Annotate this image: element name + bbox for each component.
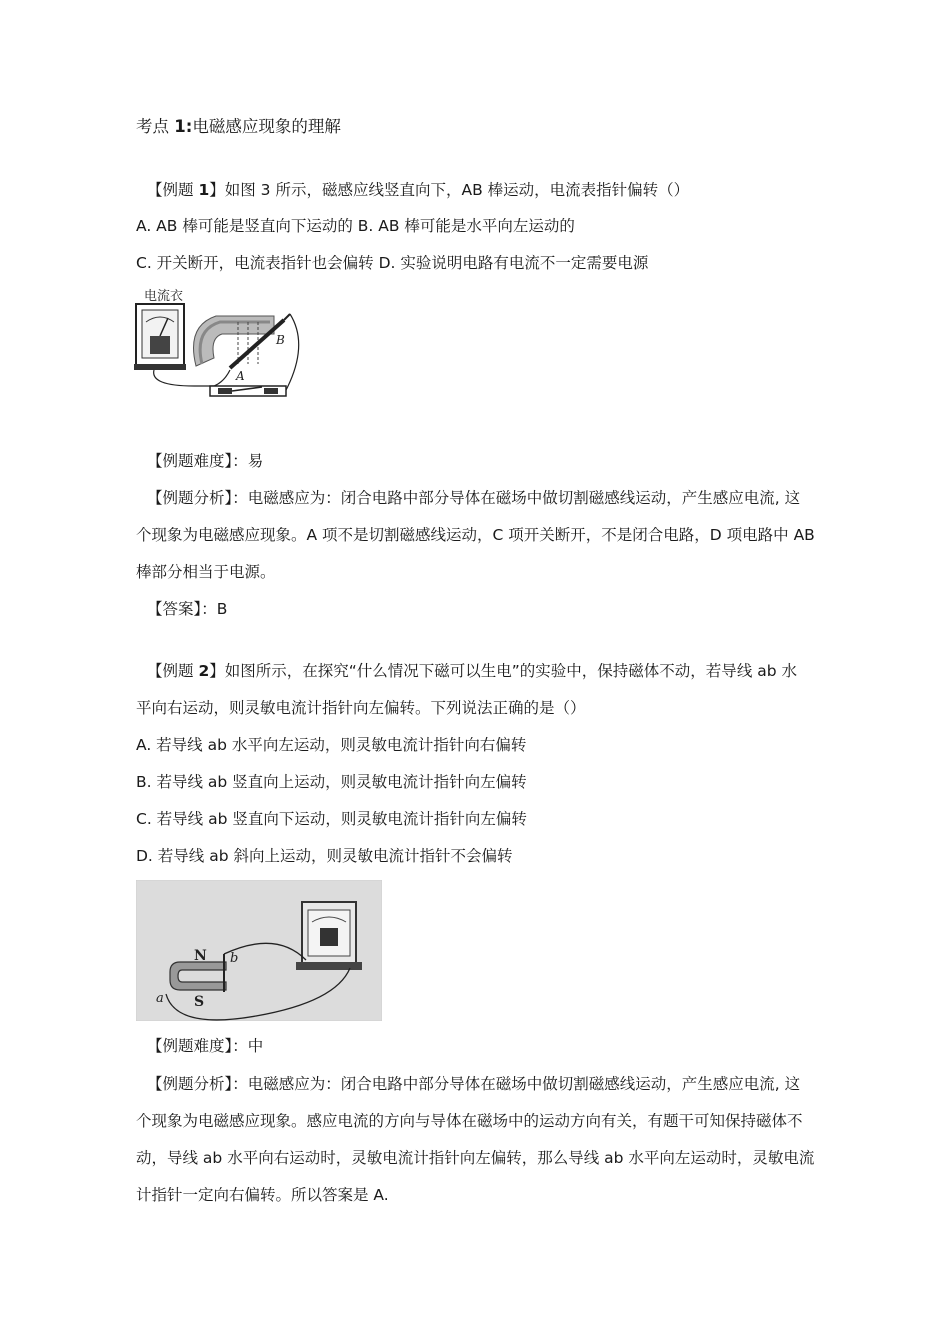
q1-difficulty: 【例题难度】：易: [147, 452, 264, 470]
q2-difficulty: 【例题难度】：中: [147, 1037, 264, 1055]
q2-analysis-line-3: 动，导线 ab 水平向右运动时，灵敏电流计指针向左偏转，那么导线 ab 水平向左运动时，灵敏电流: [136, 1149, 815, 1167]
q2-stem-line-1: 【例题 2】如图所示，在探究“什么情况下磁可以生电”的实验中，保持磁体不动，若导线 ab 水: [147, 662, 798, 680]
q1-label-a: A: [236, 369, 245, 383]
q1-analysis-line-3: 棒部分相当于电源。: [136, 563, 276, 581]
q1-options-ab: A. AB 棒可能是竖直向下运动的 B. AB 棒可能是水平向左运动的: [136, 217, 575, 235]
q2-option-a: A. 若导线 ab 水平向左运动，则灵敏电流计指针向右偏转: [136, 736, 527, 754]
q2-analysis-line-4: 计指针一定向右偏转。所以答案是 A.: [136, 1186, 389, 1204]
q1-stem: 【例题 1】如图 3 所示，磁感应线竖直向下，AB 棒运动，电流表指针偏转（）: [147, 181, 690, 199]
q2-analysis-line-1: 【例题分析】：电磁感应为：闭合电路中部分导体在磁场中做切割磁感线运动，产生感应电流, 这: [147, 1075, 801, 1093]
q2-option-d: D. 若导线 ab 斜向上运动，则灵敏电流计指针不会偏转: [136, 847, 513, 865]
q2-label-b: b: [230, 951, 239, 966]
q2-label-n: N: [194, 948, 207, 964]
q2-label-s: S: [194, 994, 205, 1010]
q1-analysis-line-2: 个现象为电磁感应现象。A 项不是切割磁感线运动，C 项开关断开，不是闭合电路，D 项电路中 AB: [136, 526, 815, 544]
q2-label-a: a: [156, 991, 164, 1006]
q1-analysis-line-1: 【例题分析】：电磁感应为：闭合电路中部分导体在磁场中做切割磁感线运动，产生感应电流, 这: [147, 489, 801, 507]
q2-option-b: B. 若导线 ab 竖直向上运动，则灵敏电流计指针向左偏转: [136, 773, 527, 791]
q2-stem-line-2: 平向右运动，则灵敏电流计指针向左偏转。下列说法正确的是（）: [136, 699, 586, 717]
section-title: 考点 1:电磁感应现象的理解: [136, 117, 341, 136]
q2-figure: [136, 880, 382, 1021]
q1-figure: [134, 286, 314, 410]
q1-options-cd: C. 开关断开，电流表指针也会偏转 D. 实验说明电路有电流不一定需要电源: [136, 254, 649, 272]
q1-label-b: B: [276, 333, 285, 347]
q1-meter-label: 电流衣: [144, 289, 184, 304]
q1-answer: 【答案】：B: [147, 600, 228, 618]
q2-option-c: C. 若导线 ab 竖直向下运动，则灵敏电流计指针向左偏转: [136, 810, 527, 828]
q2-analysis-line-2: 个现象为电磁感应现象。感应电流的方向与导体在磁场中的运动方向有关，有题干可知保持磁体不: [136, 1112, 803, 1130]
